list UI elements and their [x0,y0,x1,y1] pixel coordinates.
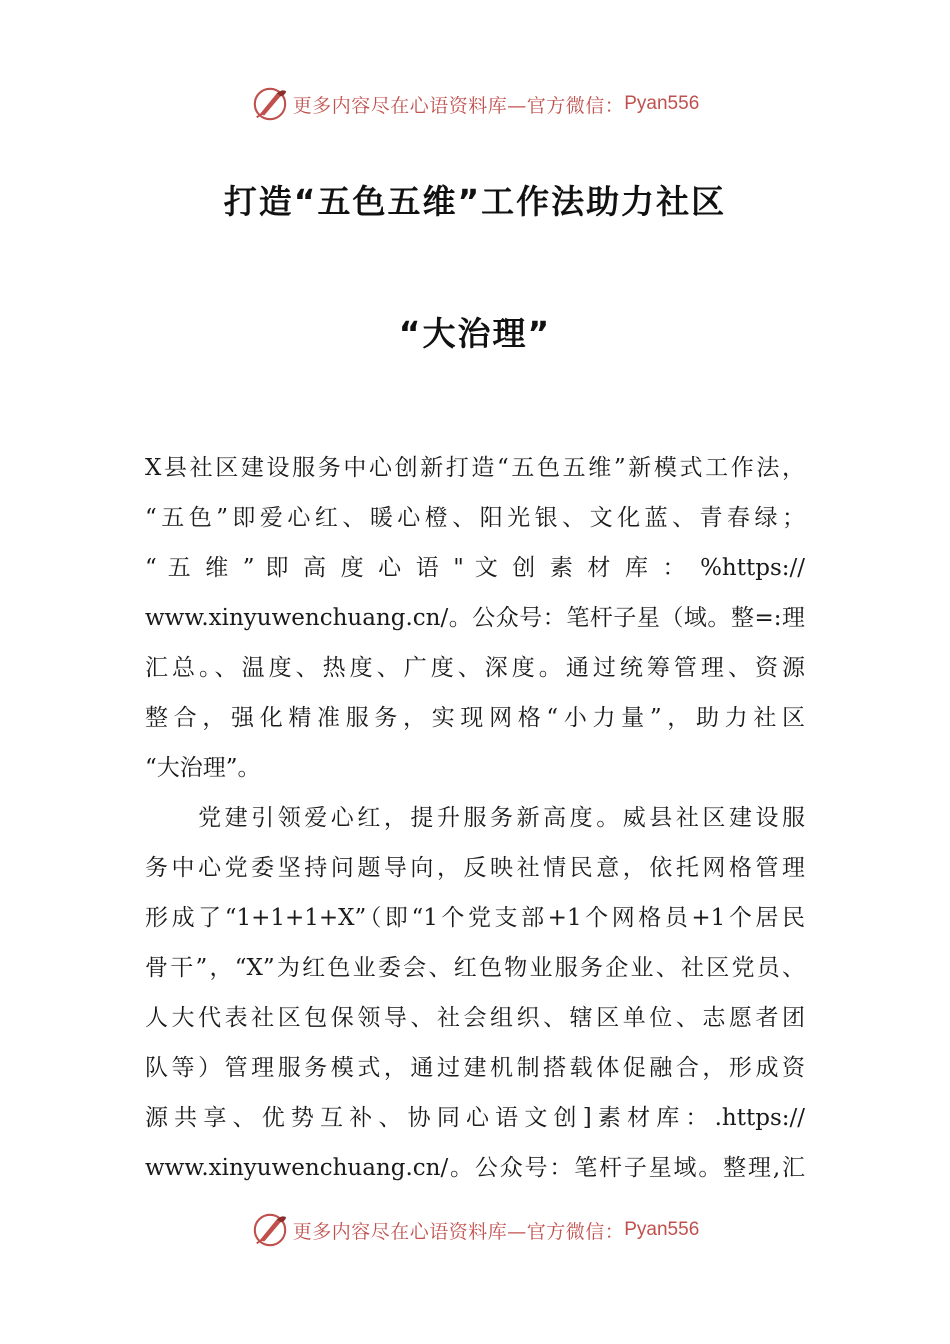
body-line-10: 形成了“1+1+1+X”（即“1个党支部+1个网格员+1个居民 [145,905,805,931]
header-banner [0,82,950,126]
body-line-15: www.xinyuwenchuang.cn/。公众号：笔杆子星域。整理,汇 [145,1155,805,1181]
banner-wechat-id: Pyan556 [624,1219,700,1240]
body-line-6: 整合，强化精准服务，实现网格“小力量”，助力社区 [145,705,805,731]
body-line-8: 党建引领爱心红，提升服务新高度。威县社区建设服 [145,805,805,831]
footer-banner [0,1208,950,1252]
body-line-14: 源共享、优势互补、协同心语文创]素材库：.https:// [145,1105,805,1131]
body-line-7: “大治理”。 [145,755,261,781]
body-line-1: X县社区建设服务中心创新打造“五色五维”新模式工作法， [145,455,805,481]
banner-wechat-id: Pyan556 [624,93,700,114]
body-line-12: 人大代表社区包保领导、社会组织、辖区单位、志愿者团 [145,1005,805,1031]
body-line-4: www.xinyuwenchuang.cn/。公众号：笔杆子星（域。整=:理 [145,605,805,631]
banner-text: 更多内容尽在心语资料库—官方微信： [292,1220,625,1243]
body-line-5: 汇总。、温度、热度、广度、深度。通过统筹管理、资源 [145,655,805,681]
body-line-13: 队等）管理服务模式，通过建机制搭载体促融合，形成资 [145,1055,805,1081]
body-line-3: “ 五 维 ” 即 高 度 心 语 " 文 创 素 材 库 ： %https:// [145,555,805,581]
page-title-line-2: “大治理” [398,314,552,353]
page-title-line-1: 打造“五色五维”工作法助力社区 [223,182,727,221]
quill-pen-logo-icon [251,85,289,123]
banner-text: 更多内容尽在心语资料库—官方微信： [292,94,625,117]
body-line-2: “五色”即爱心红、暖心橙、阳光银、文化蓝、青春绿； [145,505,805,531]
body-line-9: 务中心党委坚持问题导向，反映社情民意，依托网格管理 [145,855,805,881]
quill-pen-logo-icon [251,1211,289,1249]
body-line-11: 骨干”，“X”为红色业委会、红色物业服务企业、社区党员、 [145,955,805,981]
